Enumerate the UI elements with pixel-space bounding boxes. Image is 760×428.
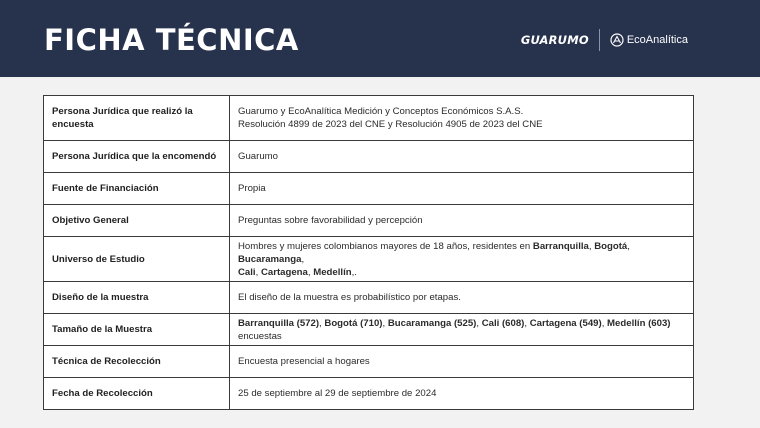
row-value-line: Guarumo y EcoAnalítica Medición y Conceptos Económicos S.A.S. xyxy=(238,106,524,117)
table-row xyxy=(44,173,694,205)
guarumo-logo: GUARUMO xyxy=(520,33,589,47)
row-label: Objetivo General xyxy=(44,205,230,237)
ecoanalitica-logo xyxy=(610,33,688,47)
row-value: Encuesta presencial a hogares xyxy=(230,346,694,378)
row-label: Tamaño de la Muestra xyxy=(44,314,230,346)
sample-size: Bogotá (710) xyxy=(324,317,383,329)
row-value xyxy=(230,96,694,141)
city-name: Cartagena xyxy=(260,266,308,278)
ecoanalitica-logo-text: EcoAnalítica xyxy=(626,34,688,46)
sample-size: Cali (608) xyxy=(481,317,525,329)
row-value: Hombres y mujeres colombianos mayores de 18 años, residentes en Barranquilla, Bogotá, Bucaramanga, Cali, Cartagena, Medellín,. xyxy=(230,237,694,282)
table-row xyxy=(44,205,694,237)
ecoanalitica-icon xyxy=(610,33,624,47)
table-row xyxy=(44,141,694,173)
sample-size: Barranquilla (572) xyxy=(238,317,320,329)
table-row xyxy=(44,378,694,410)
city-name: Medellín xyxy=(313,266,352,278)
header-bar xyxy=(0,0,760,77)
row-value: Preguntas sobre favorabilidad y percepción xyxy=(230,205,694,237)
row-value-line: Resolución 4899 de 2023 del CNE y Resolución 4905 de 2023 del CNE xyxy=(238,119,543,130)
city-name: Bucaramanga xyxy=(238,253,302,265)
row-value: El diseño de la muestra es probabilístico por etapas. xyxy=(230,282,694,314)
city-name: Barranquilla xyxy=(532,240,589,252)
technical-sheet-table xyxy=(43,95,694,410)
city-name: Bogotá xyxy=(594,240,628,252)
sample-size: Bucaramanga (525) xyxy=(387,317,477,329)
universe-prefix: Hombres y mujeres colombianos mayores de 18 años, residentes en xyxy=(238,240,533,252)
row-label: Fecha de Recolección xyxy=(44,378,230,410)
table-row xyxy=(44,96,694,141)
table-row xyxy=(44,282,694,314)
table-row xyxy=(44,346,694,378)
sample-size: Medellín (603) xyxy=(607,317,671,329)
sample-size: Cartagena (549) xyxy=(529,317,602,329)
row-value: Propia xyxy=(230,173,694,205)
row-value: Guarumo xyxy=(230,141,694,173)
logos xyxy=(521,28,688,52)
row-label: Diseño de la muestra xyxy=(44,282,230,314)
row-label: Fuente de Financiación xyxy=(44,173,230,205)
row-value: 25 de septiembre al 29 de septiembre de 2024 xyxy=(230,378,694,410)
logo-divider xyxy=(599,29,600,51)
page-title: FICHA TÉCNICA xyxy=(44,23,299,57)
table-row xyxy=(44,237,694,282)
row-label: Universo de Estudio xyxy=(44,237,230,282)
table-row xyxy=(44,314,694,346)
row-label: Técnica de Recolección xyxy=(44,346,230,378)
city-name: Cali xyxy=(238,266,256,278)
row-value: Barranquilla (572), Bogotá (710), Bucaramanga (525), Cali (608), Cartagena (549), Medellín (603) encuestas xyxy=(230,314,694,346)
sample-suffix: encuestas xyxy=(238,330,282,342)
row-label: Persona Jurídica que realizó la encuesta xyxy=(44,96,230,141)
row-label: Persona Jurídica que la encomendó xyxy=(44,141,230,173)
